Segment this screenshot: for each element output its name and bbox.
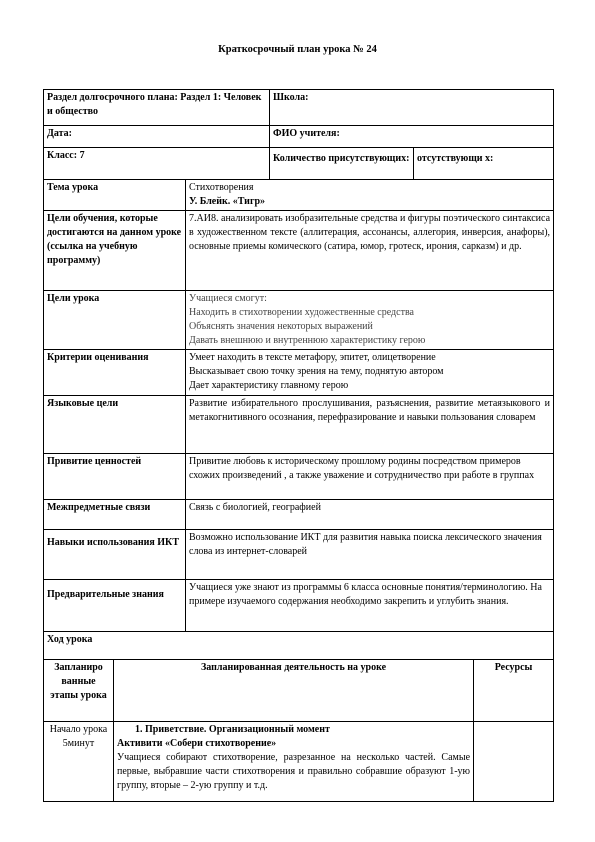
criteria-line: Умеет находить в тексте метафору, эпитет, олицетворение — [189, 352, 436, 363]
lesson-goal-line: Давать внешнюю и внутреннюю характеристику герою — [189, 335, 426, 346]
topic-label: Тема урока — [44, 180, 186, 211]
cross-label: Межпредметные связи — [44, 500, 186, 530]
lesson-goal-line: Находить в стихотворении художественные средства — [189, 307, 414, 318]
stage-start-resources — [474, 722, 554, 802]
lesson-goals-value — [186, 291, 554, 350]
values-value: Привитие любовь к историческому прошлому родины посредством примеров схожих произведений , а также уважение и сотрудничество при работе в группах — [186, 454, 554, 500]
lesson-plan-table — [43, 89, 554, 802]
stage-start-activity — [114, 722, 474, 802]
topic-value — [186, 180, 554, 211]
lesson-goal-line: Объяснять значения некоторых выражений — [189, 321, 373, 332]
col-activity-header: Запланированная деятельность на уроке — [114, 660, 474, 722]
teacher-label: ФИО учителя: — [270, 126, 554, 148]
lesson-goal-line: Учащиеся смогут: — [189, 293, 267, 304]
prior-row — [44, 580, 554, 632]
criteria-value — [186, 350, 554, 396]
header-row-section — [44, 90, 554, 126]
lesson-goals-label: Цели урока — [44, 291, 186, 350]
col-stages-header: Запланиро ванные этапы урока — [44, 660, 114, 722]
language-value: Развитие избирательного прослушивания, разъяснения, развитие метаязыкового и метакогнитивного осознания, перефразирование и навыки пользования словарем — [186, 396, 554, 454]
date-label: Дата: — [44, 126, 270, 148]
topic-line: У. Блейк. «Тигр» — [189, 196, 266, 207]
stage-row — [44, 722, 554, 802]
language-row — [44, 396, 554, 454]
criteria-line: Высказывает свою точку зрения на тему, поднятую автором — [189, 366, 444, 377]
absent-label: отсутствующи х: — [414, 148, 554, 180]
page-title: Краткосрочный план урока № 24 — [218, 44, 377, 55]
values-row — [44, 454, 554, 500]
header-row-date — [44, 126, 554, 148]
class-label: Класс: 7 — [44, 148, 270, 180]
step-activity-title: Активити «Собери стихотворение» — [117, 738, 277, 749]
values-label: Привитие ценностей — [44, 454, 186, 500]
cross-value: Связь с биологией, географией — [186, 500, 554, 530]
goals-value: 7.АИ8. анализировать изобразительные средства и фигуры поэтического синтаксиса в художественном тексте (аллитерация, ассонансы, аллегория, инверсия, анафоры), основные приемы комического (сатира, юмор, гротеск, ирония, сарказм) и др. — [186, 211, 554, 291]
course-label: Ход урока — [44, 632, 554, 660]
goals-label: Цели обучения, которые достигаются на данном уроке (ссылка на учебную программу) — [44, 211, 186, 291]
course-heading-row — [44, 632, 554, 660]
criteria-line: Дает характеристику главному герою — [189, 380, 349, 391]
prior-label: Предварительные знания — [44, 580, 186, 632]
cross-row — [44, 500, 554, 530]
goals-row — [44, 211, 554, 291]
ict-row — [44, 530, 554, 580]
step-description: Учащиеся собирают стихотворение, разрезанное на несколько частей. Самые первые, выбравшие части стихотворения и правильно собравшие образуют 1-ую группу, вторые – 2-ую группу и т.д. — [117, 752, 471, 791]
lesson-goals-row — [44, 291, 554, 350]
course-columns-row — [44, 660, 554, 722]
present-label: Количество присутствующих: — [270, 148, 414, 180]
criteria-label: Критерии оценивания — [44, 350, 186, 396]
topic-line: Стихотворения — [189, 182, 254, 193]
topic-row — [44, 180, 554, 211]
language-label: Языковые цели — [44, 396, 186, 454]
ict-value: Возможно использование ИКТ для развития навыка поиска лексического значения слова из интернет-словарей — [186, 530, 554, 580]
prior-value: Учащиеся уже знают из программы 6 класса основные понятия/терминологию. На примере изучаемого содержания необходимо закрепить и углубить знания. — [186, 580, 554, 632]
col-resources-header: Ресурсы — [474, 660, 554, 722]
header-row-class — [44, 148, 554, 180]
school-label: Школа: — [270, 90, 554, 126]
stage-start-label: Начало урока 5минут — [44, 722, 114, 802]
step-heading: 1. Приветствие. Организационный момент — [135, 724, 330, 735]
criteria-row — [44, 350, 554, 396]
section-label: Раздел долгосрочного плана: Раздел 1: Человек и общество — [44, 90, 270, 126]
ict-label: Навыки использования ИКТ — [44, 530, 186, 580]
